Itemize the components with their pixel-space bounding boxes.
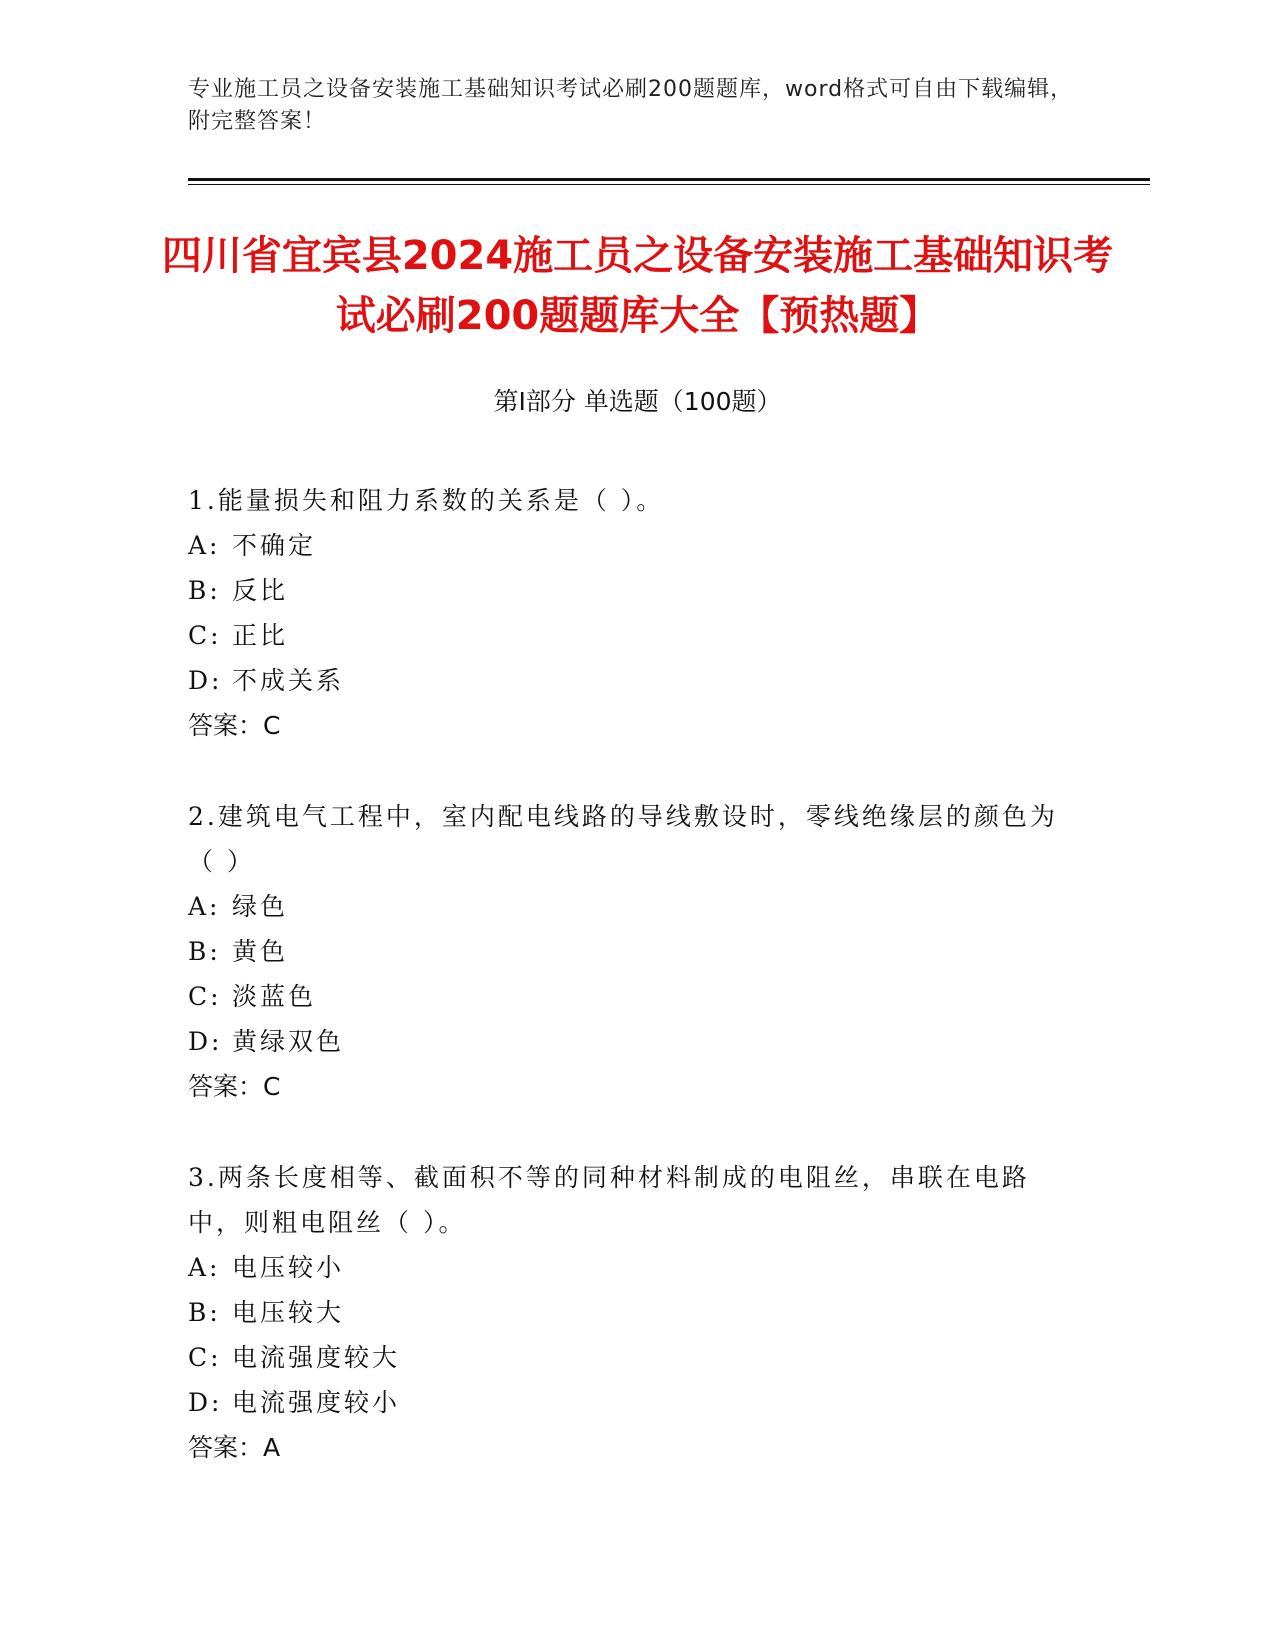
option-letter: C:: [188, 621, 222, 650]
option-a: [188, 1245, 1068, 1290]
option-a: [188, 884, 1068, 929]
answer-line: 答案：C: [188, 1072, 281, 1101]
option-letter: D:: [188, 666, 223, 695]
option-d: [188, 1380, 1068, 1425]
option-text: 电流强度较大: [232, 1343, 401, 1372]
option-c: [188, 1335, 1068, 1380]
option-letter: A:: [188, 892, 221, 921]
option-text: 绿色: [232, 892, 289, 921]
answer-line: 答案：C: [188, 711, 281, 740]
question-text: 3.两条长度相等、截面积不等的同种材料制成的电阻丝，串联在电路中，则粗电阻丝（ ）。: [188, 1163, 1030, 1237]
option-text: 电压较小: [232, 1253, 345, 1282]
option-text: 不成关系: [232, 666, 345, 695]
option-letter: D:: [188, 1027, 223, 1056]
option-letter: B:: [188, 937, 221, 966]
document-title: 四川省宜宾县2024施工员之设备安装施工基础知识考试必刷200题题库大全【预热题】: [161, 233, 1114, 339]
option-text: 正比: [232, 621, 289, 650]
header-note: 专业施工员之设备安装施工基础知识考试必刷200题题库，word格式可自由下载编辑，附完整答案！: [188, 77, 1074, 134]
header-rule-thin: [188, 184, 1150, 185]
option-b: [188, 929, 1068, 974]
question-3: [188, 1155, 1068, 1470]
option-d: [188, 658, 1068, 703]
header-rule-thick: [188, 178, 1150, 181]
option-b: [188, 568, 1068, 613]
option-letter: A:: [188, 531, 221, 560]
option-text: 黄绿双色: [232, 1027, 345, 1056]
question-text: 2.建筑电气工程中，室内配电线路的导线敷设时，零线绝缘层的颜色为（ ）: [188, 802, 1058, 876]
option-text: 反比: [232, 576, 289, 605]
question-2: [188, 794, 1068, 1109]
option-text: 不确定: [232, 531, 317, 560]
option-a: [188, 523, 1068, 568]
question-list: [188, 478, 1068, 1516]
option-letter: C:: [188, 982, 222, 1011]
option-text: 黄色: [232, 937, 289, 966]
option-text: 电流强度较小: [232, 1388, 401, 1417]
option-letter: B:: [188, 1298, 221, 1327]
option-text: 淡蓝色: [232, 982, 317, 1011]
option-d: [188, 1019, 1068, 1064]
question-text: 1.能量损失和阻力系数的关系是（ ）。: [188, 486, 665, 515]
answer-line: 答案：A: [188, 1433, 281, 1462]
option-b: [188, 1290, 1068, 1335]
option-letter: B:: [188, 576, 221, 605]
section-heading: 第Ⅰ部分 单选题（100题）: [493, 387, 782, 416]
option-letter: A:: [188, 1253, 221, 1282]
option-letter: D:: [188, 1388, 223, 1417]
option-c: [188, 974, 1068, 1019]
option-c: [188, 613, 1068, 658]
option-text: 电压较大: [232, 1298, 345, 1327]
option-letter: C:: [188, 1343, 222, 1372]
question-1: [188, 478, 1068, 748]
